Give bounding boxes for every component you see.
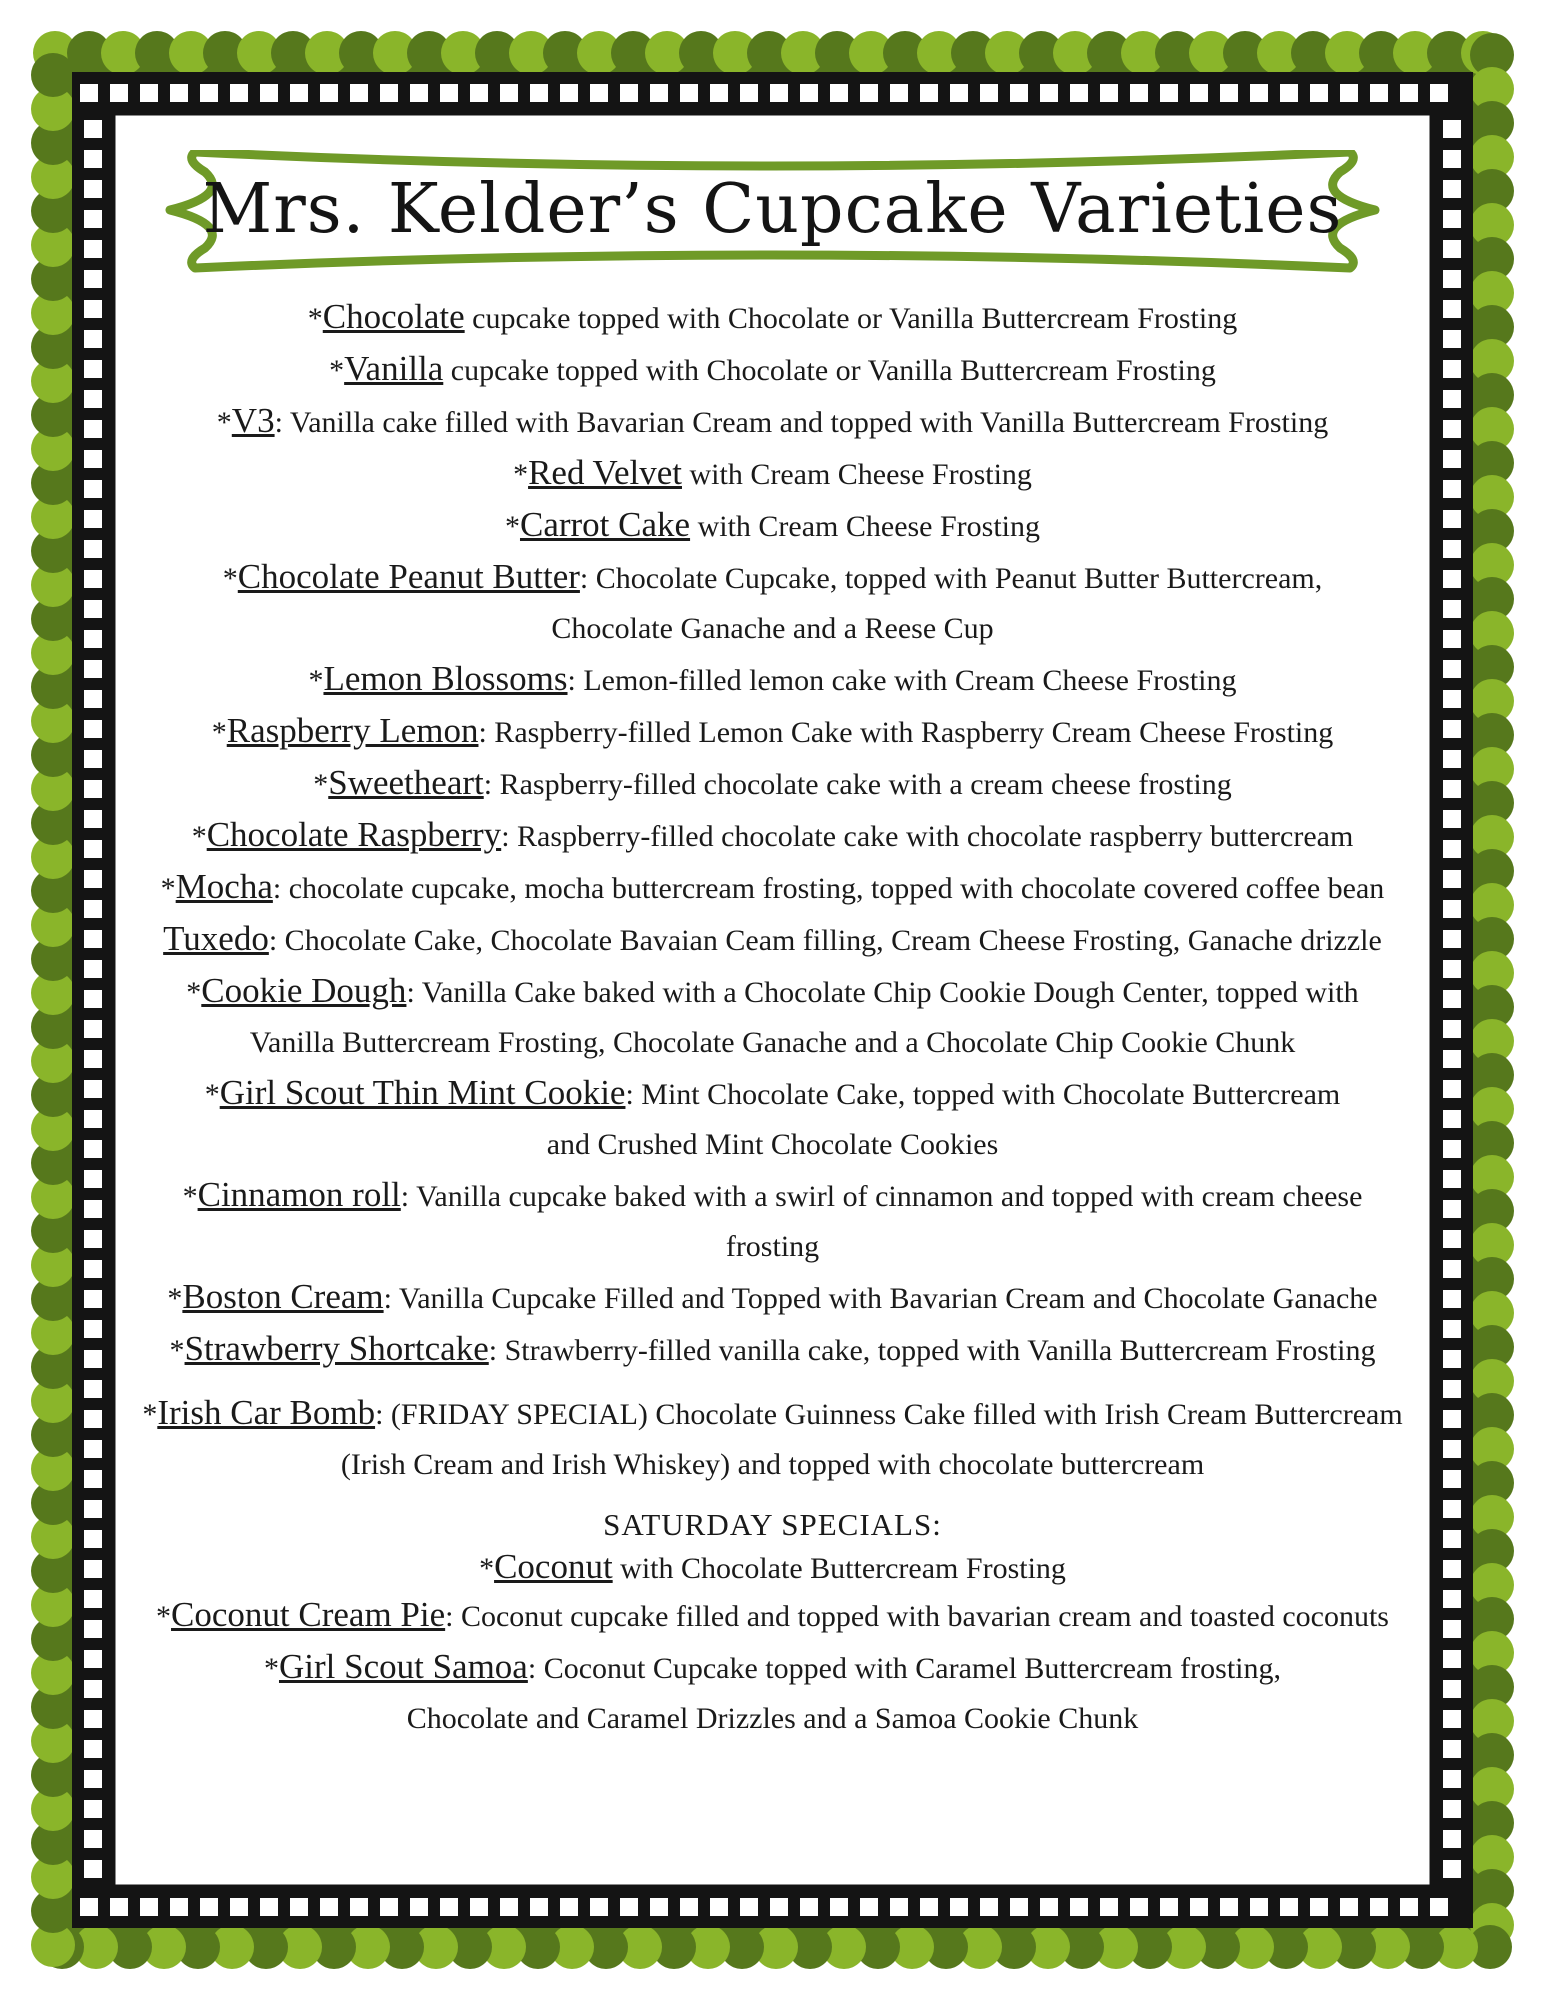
list-item: *Boston Cream: Vanilla Cupcake Filled and Topped with Bavarian Cream and Chocolate Ganache — [167, 1277, 1378, 1316]
list-item: *Cinnamon roll: Vanilla cupcake baked with a swirl of cinnamon and topped with cream cheese frosting — [182, 1175, 1363, 1263]
list-item: *Irish Car Bomb: (FRIDAY SPECIAL) Chocolate Guinness Cake filled with Irish Cream Buttercream (Irish Cream and Irish Whiskey) and topped with chocolate buttercream — [142, 1393, 1403, 1481]
page-title: Mrs. Kelder’s Cupcake Varieties — [202, 169, 1343, 249]
list-item: *Cookie Dough: Vanilla Cake baked with a Chocolate Chip Cookie Dough Center, topped with Vanilla Buttercream Frosting, Chocolate Ganache and a Chocolate Chip Cookie Chunk — [186, 971, 1359, 1059]
list-item: *Carrot Cake with Cream Cheese Frosting — [504, 505, 1041, 544]
list-item: *V3: Vanilla cake filled with Bavarian Cream and topped with Vanilla Buttercream Frosting — [216, 401, 1329, 440]
list-item: *Red Velvet with Cream Cheese Frosting — [513, 453, 1032, 492]
list-item: *Chocolate Raspberry: Raspberry-filled chocolate cake with chocolate raspberry buttercream — [191, 815, 1354, 854]
list-item: *Girl Scout Samoa: Coconut Cupcake topped with Caramel Buttercream frosting, Chocolate and Caramel Drizzles and a Samoa Cookie Chunk — [263, 1647, 1281, 1735]
list-item: *Mocha: chocolate cupcake, mocha buttercream frosting, topped with chocolate covered coffee bean — [160, 867, 1385, 906]
list-item: *Girl Scout Thin Mint Cookie: Mint Chocolate Cake, topped with Chocolate Buttercream and Crushed Mint Chocolate Cookies — [204, 1073, 1341, 1161]
list-item: *Vanilla cupcake topped with Chocolate or Vanilla Buttercream Frosting — [329, 349, 1216, 388]
list-item: *Lemon Blossoms: Lemon-filled lemon cake with Cream Cheese Frosting — [308, 659, 1237, 698]
menu-content — [135, 150, 1410, 1870]
list-item: *Strawberry Shortcake: Strawberry-filled vanilla cake, topped with Vanilla Buttercream Frosting — [169, 1329, 1376, 1368]
list-item: *Sweetheart: Raspberry-filled chocolate cake with a cream cheese frosting — [313, 763, 1232, 802]
list-item: Tuxedo: Chocolate Cake, Chocolate Bavaian Ceam filling, Cream Cheese Frosting, Ganache drizzle — [163, 919, 1382, 958]
list-item: *Chocolate cupcake topped with Chocolate or Vanilla Buttercream Frosting — [307, 297, 1238, 336]
saturday-specials-heading: SATURDAY SPECIALS: — [603, 1507, 942, 1542]
list-item: *Chocolate Peanut Butter: Chocolate Cupcake, topped with Peanut Butter Buttercream, Chocolate Ganache and a Reese Cup — [222, 557, 1323, 645]
varieties-list — [135, 292, 1410, 1744]
title-banner — [165, 150, 1380, 310]
list-item: *Coconut with Chocolate Buttercream Frosting — [479, 1547, 1066, 1586]
list-item: *Coconut Cream Pie: Coconut cupcake filled and topped with bavarian cream and toasted coconuts — [156, 1595, 1389, 1634]
list-item: *Raspberry Lemon: Raspberry-filled Lemon Cake with Raspberry Cream Cheese Frosting — [211, 711, 1334, 750]
